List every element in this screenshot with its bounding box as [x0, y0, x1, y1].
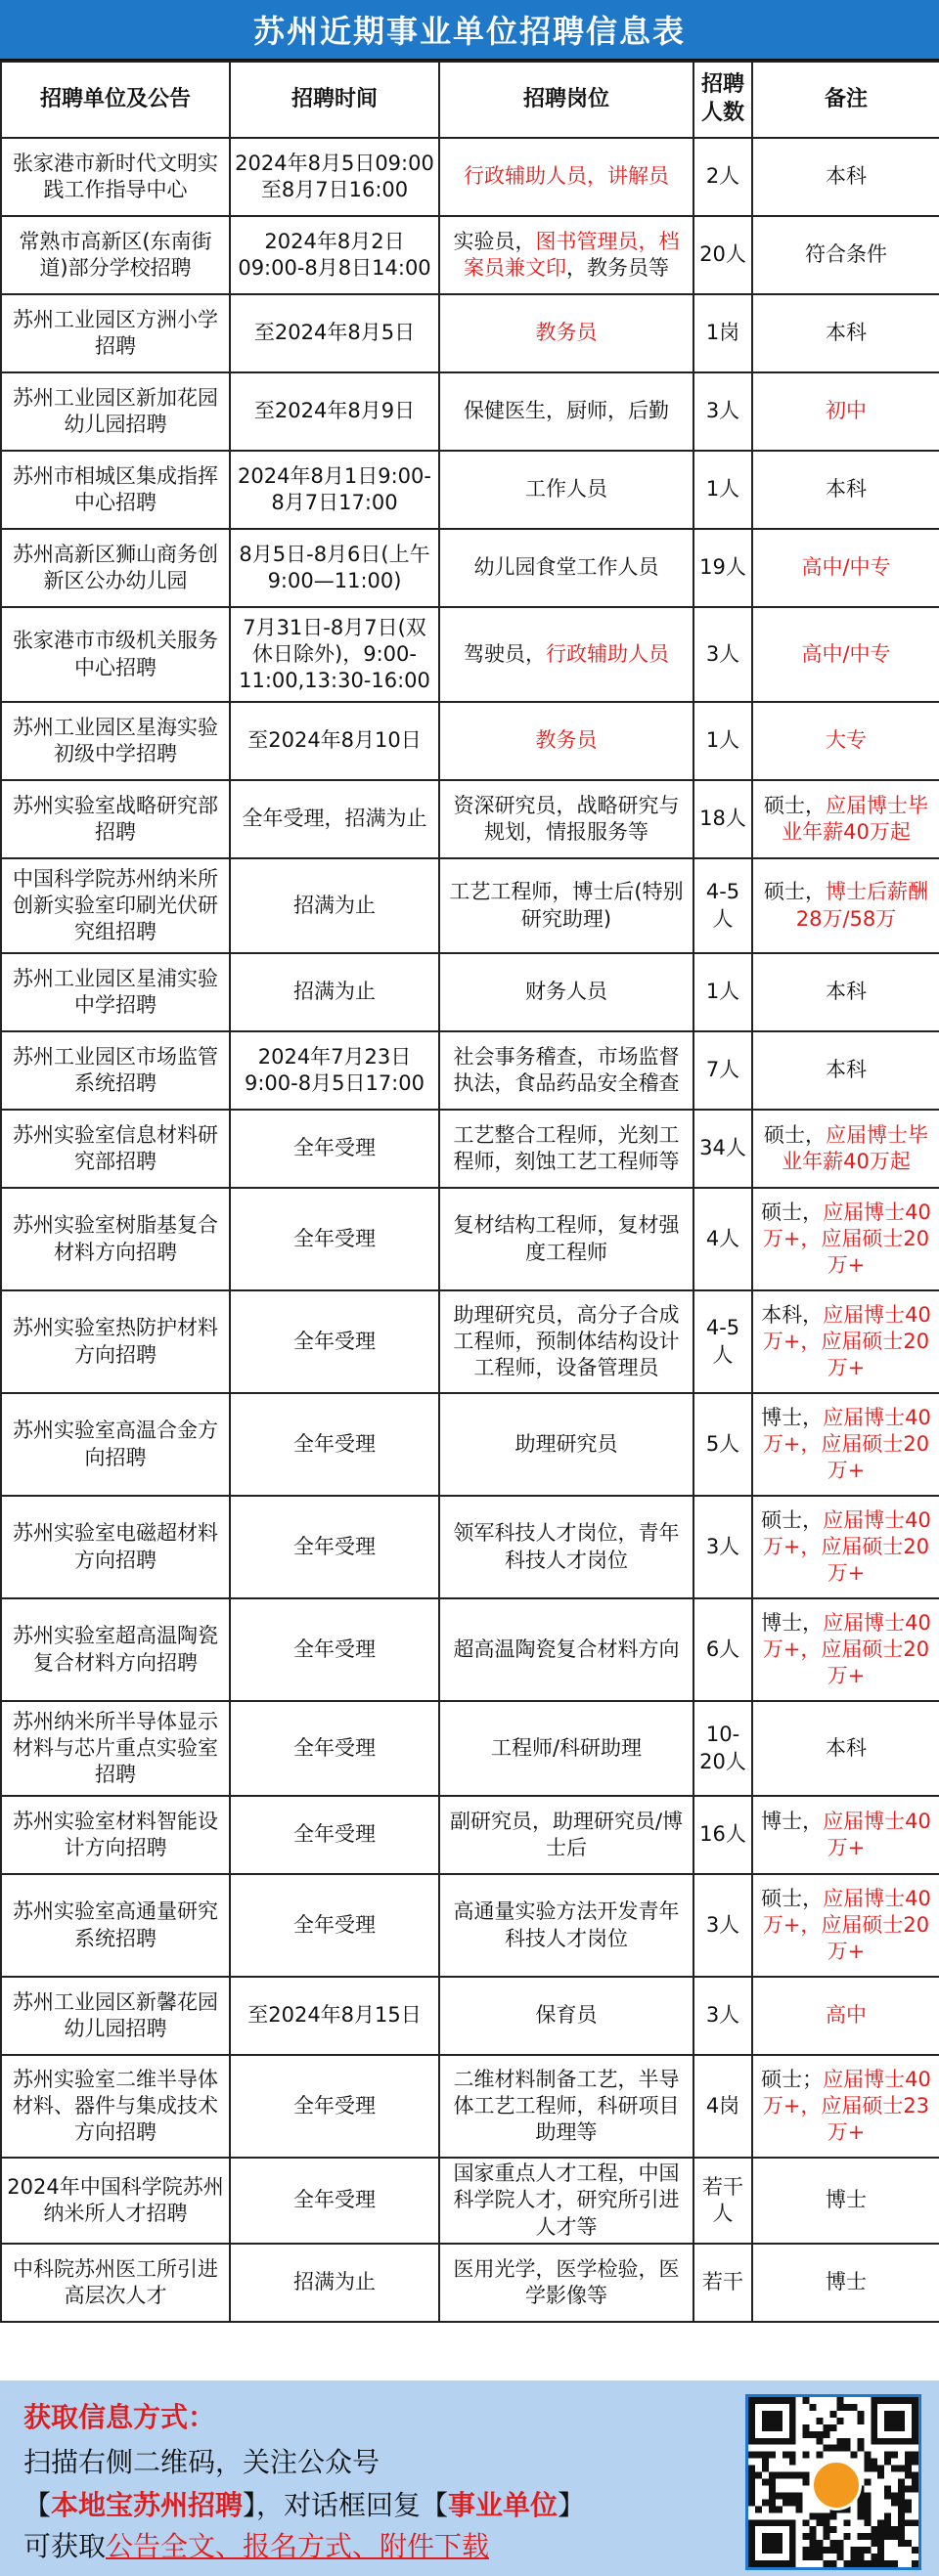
cell-remark: [752, 953, 939, 1031]
table-row: [1, 2055, 939, 2158]
table-row: [1, 1110, 939, 1188]
cell-time: 全年受理: [230, 2055, 439, 2158]
cell-count: 若干人: [693, 2158, 752, 2244]
position-segment: 财务人员: [525, 980, 607, 1004]
table-row: [1, 2158, 939, 2244]
cell-time: 全年受理: [230, 1796, 439, 1874]
cell-count: 19人: [693, 529, 752, 607]
remark-segment: 应届博士40万+，应届硕士20万+: [762, 1610, 931, 1688]
cell-remark: [752, 372, 939, 451]
position-segment: 助理研究员: [514, 1431, 618, 1456]
remark-segment: 应届博士毕业年薪40万起: [782, 1122, 928, 1173]
cell-count: 5人: [693, 1393, 752, 1496]
footer-title: 获取信息方式：: [23, 2401, 216, 2433]
cell-unit[interactable]: 苏州实验室高通量研究系统招聘: [1, 1874, 230, 1977]
cell-time: 招满为止: [230, 858, 439, 953]
cell-unit[interactable]: 苏州工业园区方洲小学招聘: [1, 294, 230, 372]
footer-scan-line: 扫描右侧二维码，关注公众号: [23, 2446, 380, 2478]
table-row: [1, 294, 939, 372]
remark-segment: 初中: [826, 399, 867, 423]
cell-time: 全年受理: [230, 2158, 439, 2244]
position-segment: 工程师/科研助理: [490, 1735, 643, 1760]
cell-remark: [752, 1701, 939, 1796]
footer-reply-line: [23, 2484, 585, 2523]
cell-count: 3人: [693, 372, 752, 451]
position-segment: 社会事务稽查，市场监督执法，食品药品安全稽查: [453, 1044, 680, 1095]
cell-position: [439, 1110, 693, 1188]
cell-unit[interactable]: 常熟市高新区(东南街道)部分学校招聘: [1, 216, 230, 294]
cell-time: 招满为止: [230, 953, 439, 1031]
remark-segment: 应届博士毕业年薪40万起: [782, 793, 928, 844]
remark-segment: 大专: [826, 728, 867, 753]
cell-unit[interactable]: 2024年中国科学院苏州纳米所人才招聘: [1, 2158, 230, 2244]
cell-count: 1人: [693, 953, 752, 1031]
cell-position: [439, 138, 693, 216]
cell-count: 3人: [693, 1496, 752, 1598]
cell-count: 6人: [693, 1598, 752, 1701]
cell-remark: [752, 1598, 939, 1701]
cell-unit[interactable]: 张家港市新时代文明实践工作指导中心: [1, 138, 230, 216]
remark-segment: 硕士；: [761, 2067, 824, 2091]
table-row: [1, 216, 939, 294]
position-segment: 复材结构工程师，复材强度工程师: [453, 1213, 680, 1264]
cell-position: [439, 1977, 693, 2055]
footer-download-link[interactable]: 公告全文、报名方式、附件下载: [106, 2530, 490, 2562]
table-row: [1, 451, 939, 529]
cell-count: 16人: [693, 1796, 752, 1874]
remark-segment: 硕士，: [764, 880, 826, 904]
cell-remark: [752, 529, 939, 607]
table-header-row: [1, 62, 939, 138]
cell-position: [439, 1031, 693, 1110]
position-segment: 二维材料制备工艺，半导体工艺工程师，科研项目助理等: [453, 2067, 680, 2145]
table-row: [1, 2244, 939, 2322]
remark-segment: 应届博士40万+，应届硕士23万+: [762, 2067, 931, 2145]
cell-unit[interactable]: 苏州工业园区星海实验初级中学招聘: [1, 702, 230, 780]
qr-code-icon[interactable]: [745, 2394, 921, 2570]
cell-count: 3人: [693, 1874, 752, 1977]
cell-unit[interactable]: 张家港市市级机关服务中心招聘: [1, 607, 230, 702]
table-row: [1, 1031, 939, 1110]
remark-segment: 硕士，: [761, 1507, 824, 1532]
position-segment: 副研究员，助理研究员/博士后: [449, 1809, 684, 1859]
table-row: [1, 529, 939, 607]
cell-count: 4人: [693, 1188, 752, 1290]
cell-remark: [752, 858, 939, 953]
cell-remark: [752, 1496, 939, 1598]
position-segment: 实验员，: [453, 229, 536, 253]
cell-count: 20人: [693, 216, 752, 294]
remark-segment: 高中/中专: [801, 555, 891, 580]
position-segment: 工艺整合工程师，光刻工程师，刻蚀工艺工程师等: [453, 1122, 680, 1173]
table-row: [1, 1701, 939, 1796]
cell-unit[interactable]: 苏州实验室电磁超材料方向招聘: [1, 1496, 230, 1598]
cell-unit[interactable]: 苏州实验室信息材料研究部招聘: [1, 1110, 230, 1188]
remark-segment: 硕士，: [761, 1886, 824, 1910]
position-segment: 助理研究员，高分子合成工程师，预制体结构设计工程师，设备管理员: [453, 1302, 680, 1380]
remark-segment: 符合条件: [805, 242, 887, 267]
cell-unit[interactable]: 苏州实验室热防护材料方向招聘: [1, 1290, 230, 1393]
remark-segment: 应届博士40万+，应届硕士20万+: [762, 1507, 931, 1586]
recruitment-table: [0, 61, 939, 2323]
cell-remark: [752, 2244, 939, 2322]
cell-count: 4-5人: [693, 858, 752, 953]
cell-position: [439, 780, 693, 858]
position-segment: 保育员: [535, 2003, 598, 2028]
remark-segment: 硕士，: [764, 1122, 826, 1147]
remark-segment: 本科: [826, 980, 867, 1004]
position-segment: 行政辅助人员: [546, 641, 669, 666]
remark-segment: 博士后薪酬28万/58万: [795, 880, 928, 931]
cell-time: 全年受理: [230, 1393, 439, 1496]
cell-count: 18人: [693, 780, 752, 858]
cell-count: 1人: [693, 451, 752, 529]
footer-download-line: [23, 2525, 489, 2564]
cell-remark: [752, 1031, 939, 1110]
cell-remark: [752, 294, 939, 372]
remark-segment: 本科: [826, 477, 867, 502]
cell-remark: [752, 780, 939, 858]
cell-remark: [752, 451, 939, 529]
cell-unit[interactable]: 苏州实验室二维半导体材料、器件与集成技术方向招聘: [1, 2055, 230, 2158]
cell-remark: [752, 216, 939, 294]
position-segment: 资深研究员，战略研究与规划，情报服务等: [453, 793, 680, 844]
cell-time: 至2024年8月15日: [230, 1977, 439, 2055]
cell-remark: [752, 2055, 939, 2158]
remark-segment: 应届博士40万+: [823, 1809, 931, 1859]
table-row: [1, 1796, 939, 1874]
cell-unit[interactable]: 苏州实验室树脂基复合材料方向招聘: [1, 1188, 230, 1290]
table-row: [1, 1188, 939, 1290]
cell-position: [439, 2055, 693, 2158]
cell-remark: [752, 1188, 939, 1290]
position-segment: 教务员: [535, 728, 598, 753]
cell-time: 至2024年8月10日: [230, 702, 439, 780]
cell-unit[interactable]: 苏州纳米所半导体显示材料与芯片重点实验室招聘: [1, 1701, 230, 1796]
cell-position: [439, 1796, 693, 1874]
remark-segment: 硕士，: [764, 793, 826, 817]
position-segment: 图书管理员，档案员兼文印: [464, 229, 680, 280]
cell-position: [439, 1701, 693, 1796]
cell-count: 34人: [693, 1110, 752, 1188]
cell-position: [439, 529, 693, 607]
table-row: [1, 1393, 939, 1496]
cell-position: [439, 2244, 693, 2322]
table-row: [1, 372, 939, 451]
cell-time: 全年受理: [230, 1701, 439, 1796]
header-position: 招聘岗位: [439, 62, 693, 138]
cell-time: 至2024年8月5日: [230, 294, 439, 372]
position-segment: 超高温陶瓷复合材料方向: [453, 1637, 680, 1661]
remark-segment: 本科: [826, 1735, 867, 1760]
table-row: [1, 1874, 939, 1977]
bendibao-logo-icon: [811, 2460, 862, 2511]
footer-reply-mid: 】，对话框回复【: [243, 2489, 449, 2521]
cell-position: [439, 1188, 693, 1290]
cell-time: 全年受理，招满为止: [230, 780, 439, 858]
remark-segment: 应届博士40万+，应届硕士20万+: [762, 1886, 931, 1964]
cell-time: 全年受理: [230, 1110, 439, 1188]
table-row: [1, 1496, 939, 1598]
remark-segment: 本科，: [761, 1302, 824, 1327]
remark-segment: 应届博士40万+，应届硕士20万+: [762, 1302, 931, 1380]
cell-time: 全年受理: [230, 1496, 439, 1598]
cell-count: 4岗: [693, 2055, 752, 2158]
table-row: [1, 953, 939, 1031]
cell-unit[interactable]: 苏州工业园区星浦实验中学招聘: [1, 953, 230, 1031]
header-time: 招聘时间: [230, 62, 439, 138]
footer-bracket-close: 】: [558, 2489, 586, 2521]
position-segment: 行政辅助人员，讲解员: [464, 164, 669, 189]
page-title: 苏州近期事业单位招聘信息表: [0, 0, 939, 61]
table-row: [1, 607, 939, 702]
remark-segment: 本科: [826, 164, 867, 189]
cell-time: 2024年8月2日09:00-8月8日14:00: [230, 216, 439, 294]
cell-remark: [752, 2158, 939, 2244]
table-row: [1, 138, 939, 216]
table-row: [1, 1290, 939, 1393]
remark-segment: 本科: [826, 321, 867, 345]
cell-position: [439, 1290, 693, 1393]
position-segment: 领军科技人才岗位，青年科技人才岗位: [453, 1521, 680, 1572]
cell-time: 8月5日-8月6日(上午9:00—11:00): [230, 529, 439, 607]
remark-segment: 硕士，: [761, 1200, 824, 1224]
cell-position: [439, 216, 693, 294]
position-segment: 国家重点人才工程，中国科学院人才，研究所引进人才等: [453, 2161, 680, 2239]
position-segment: 保健医生，厨师，后勤: [464, 399, 669, 423]
cell-remark: [752, 1290, 939, 1393]
header-unit: 招聘单位及公告: [1, 62, 230, 138]
cell-position: [439, 702, 693, 780]
cell-count: 3人: [693, 1977, 752, 2055]
cell-time: 全年受理: [230, 1290, 439, 1393]
cell-remark: [752, 1110, 939, 1188]
cell-unit[interactable]: 苏州实验室高温合金方向招聘: [1, 1393, 230, 1496]
position-segment: 工作人员: [525, 477, 607, 502]
cell-count: 4-5人: [693, 1290, 752, 1393]
remark-segment: 应届博士40万+，应届硕士20万+: [762, 1405, 931, 1483]
cell-remark: [752, 702, 939, 780]
cell-position: [439, 953, 693, 1031]
table-row: [1, 1598, 939, 1701]
cell-position: [439, 1598, 693, 1701]
footer-download-pre: 可获取: [23, 2530, 107, 2562]
header-remark: 备注: [752, 62, 939, 138]
cell-unit[interactable]: 苏州高新区狮山商务创新区公办幼儿园: [1, 529, 230, 607]
cell-time: 7月31日-8月7日(双休日除外)，9:00-11:00,13:30-16:00: [230, 607, 439, 702]
position-segment: 教务员: [535, 321, 598, 345]
cell-unit[interactable]: 苏州工业园区新馨花园幼儿园招聘: [1, 1977, 230, 2055]
footer-bracket-open: 【: [23, 2489, 52, 2521]
cell-unit[interactable]: 中国科学院苏州纳米所创新实验室印刷光伏研究组招聘: [1, 858, 230, 953]
remark-segment: 高中: [826, 2003, 867, 2028]
cell-count: 3人: [693, 607, 752, 702]
cell-position: [439, 858, 693, 953]
position-segment: 医用光学，医学检验，医学影像等: [453, 2256, 680, 2307]
cell-unit[interactable]: 苏州工业园区市场监管系统招聘: [1, 1031, 230, 1110]
cell-unit[interactable]: 苏州实验室超高温陶瓷复合材料方向招聘: [1, 1598, 230, 1701]
cell-unit[interactable]: 苏州实验室材料智能设计方向招聘: [1, 1796, 230, 1874]
cell-count: 1人: [693, 702, 752, 780]
cell-remark: [752, 1393, 939, 1496]
cell-time: 2024年8月1日9:00-8月7日17:00: [230, 451, 439, 529]
remark-segment: 博士: [826, 2270, 867, 2294]
position-segment: 驾驶员，: [464, 641, 546, 666]
remark-segment: 应届博士40万+，应届硕士20万+: [762, 1200, 931, 1278]
header-count: 招聘人数: [693, 62, 752, 138]
remark-segment: 博士，: [761, 1610, 824, 1635]
cell-count: 2人: [693, 138, 752, 216]
cell-remark: [752, 1874, 939, 1977]
table-row: [1, 702, 939, 780]
cell-time: 2024年8月5日09:00至8月7日16:00: [230, 138, 439, 216]
cell-time: 全年受理: [230, 1598, 439, 1701]
remark-segment: 博士，: [761, 1809, 824, 1833]
remark-segment: 博士: [826, 2188, 867, 2212]
table-row: [1, 780, 939, 858]
cell-count: 1岗: [693, 294, 752, 372]
cell-position: [439, 607, 693, 702]
cell-remark: [752, 607, 939, 702]
cell-time: 至2024年8月9日: [230, 372, 439, 451]
remark-segment: 高中/中专: [801, 641, 891, 666]
cell-position: [439, 372, 693, 451]
cell-count: 7人: [693, 1031, 752, 1110]
cell-time: 全年受理: [230, 1874, 439, 1977]
cell-unit[interactable]: 苏州工业园区新加花园幼儿园招聘: [1, 372, 230, 451]
position-segment: 高通量实验方法开发青年科技人才岗位: [453, 1899, 680, 1950]
footer-account-name: 本地宝苏州招聘: [51, 2489, 244, 2521]
position-segment: 幼儿园食堂工作人员: [473, 555, 659, 580]
footer-keyword: 事业单位: [448, 2489, 559, 2521]
info-footer: [0, 2380, 939, 2576]
cell-remark: [752, 1977, 939, 2055]
cell-time: 2024年7月23日9:00-8月5日17:00: [230, 1031, 439, 1110]
cell-time: 招满为止: [230, 2244, 439, 2322]
cell-unit[interactable]: 苏州市相城区集成指挥中心招聘: [1, 451, 230, 529]
cell-position: [439, 2158, 693, 2244]
table-body: [1, 138, 939, 2322]
remark-segment: 本科: [826, 1058, 867, 1082]
cell-position: [439, 1496, 693, 1598]
table-row: [1, 858, 939, 953]
cell-count: 若干: [693, 2244, 752, 2322]
cell-time: 全年受理: [230, 1188, 439, 1290]
position-segment: ，教务员等: [566, 256, 669, 280]
position-segment: 工艺工程师，博士后(特别研究助理): [449, 880, 684, 931]
cell-unit[interactable]: 中科院苏州医工所引进高层次人才: [1, 2244, 230, 2322]
cell-position: [439, 1393, 693, 1496]
cell-position: [439, 1874, 693, 1977]
cell-position: [439, 451, 693, 529]
remark-segment: 博士，: [761, 1405, 824, 1429]
cell-position: [439, 294, 693, 372]
cell-remark: [752, 138, 939, 216]
cell-unit[interactable]: 苏州实验室战略研究部招聘: [1, 780, 230, 858]
cell-remark: [752, 1796, 939, 1874]
table-row: [1, 1977, 939, 2055]
cell-count: 10-20人: [693, 1701, 752, 1796]
